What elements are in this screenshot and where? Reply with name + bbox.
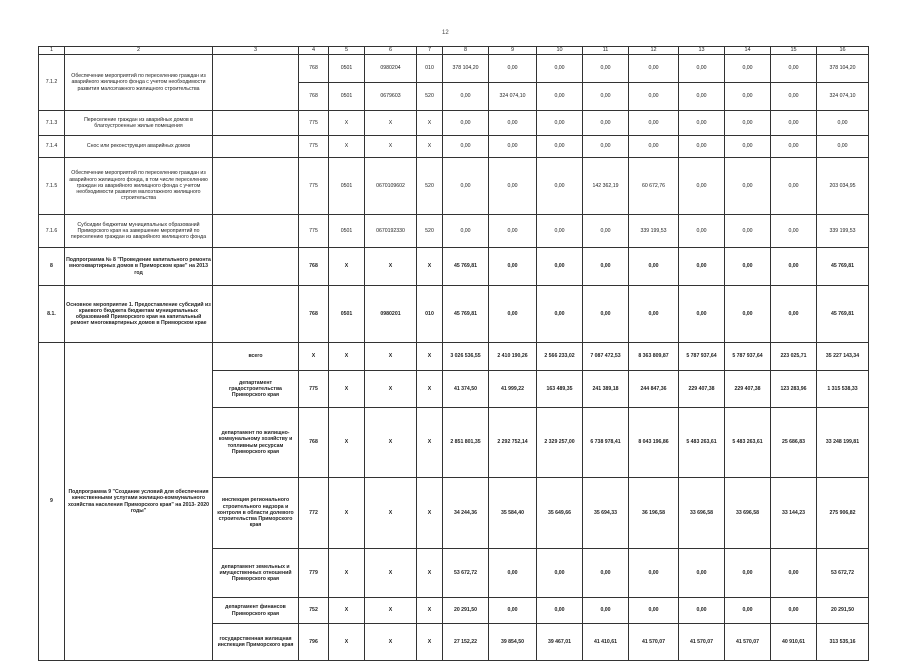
table-cell: 768 (299, 408, 329, 478)
table-cell: 0,00 (537, 549, 583, 598)
table-cell: 0,00 (489, 158, 537, 215)
executor-cell: департамент по жилищно-коммунальному хозяйству и топливным ресурсам Приморского края (213, 408, 299, 478)
table-cell: 5 787 937,64 (725, 343, 771, 371)
table-cell: X (365, 111, 417, 136)
table-cell: 36 196,58 (629, 478, 679, 549)
table-cell: 0,00 (725, 549, 771, 598)
executor-cell: всего (213, 343, 299, 371)
row-number: 7.1.2 (39, 55, 65, 111)
table-cell: 2 292 752,14 (489, 408, 537, 478)
table-cell: 0,00 (771, 215, 817, 248)
table-cell: 34 244,36 (443, 478, 489, 549)
table-cell: X (329, 478, 365, 549)
page-number: 12 (442, 30, 449, 36)
table-cell: 0,00 (725, 158, 771, 215)
table-row (39, 215, 869, 248)
executor-cell: департамент градостроительства Приморского края (213, 371, 299, 408)
header-cell: 8 (443, 47, 489, 55)
table-cell: 0,00 (443, 111, 489, 136)
table-cell: 0,00 (679, 111, 725, 136)
header-cell: 4 (299, 47, 329, 55)
table-cell: 0,00 (583, 83, 629, 111)
executor-cell (213, 215, 299, 248)
table-cell: 0,00 (679, 83, 725, 111)
table-cell: 0,00 (537, 83, 583, 111)
header-cell: 11 (583, 47, 629, 55)
table-cell: X (417, 371, 443, 408)
table-cell: 768 (299, 83, 329, 111)
row-description: Снос или реконструкция аварийных домов (65, 136, 213, 158)
row-number: 8 (39, 248, 65, 286)
table-cell: 768 (299, 248, 329, 286)
table-cell: 0,00 (537, 111, 583, 136)
table-cell: 0,00 (629, 55, 679, 83)
table-cell: 2 851 801,35 (443, 408, 489, 478)
table-cell: 45 769,81 (443, 248, 489, 286)
table-cell: 0501 (329, 286, 365, 343)
table-cell: 7 087 472,53 (583, 343, 629, 371)
table-cell: 41 570,07 (725, 624, 771, 661)
table-cell: 768 (299, 55, 329, 83)
table-cell: 0,00 (679, 248, 725, 286)
table-cell: 0,00 (629, 83, 679, 111)
table-cell: 0,00 (771, 549, 817, 598)
table-cell: X (417, 598, 443, 624)
table-row (39, 286, 869, 343)
table-cell: 3 026 536,55 (443, 343, 489, 371)
table-cell: 775 (299, 136, 329, 158)
header-cell: 5 (329, 47, 365, 55)
table-cell: 0,00 (771, 286, 817, 343)
table-cell: X (365, 624, 417, 661)
table-cell: 2 410 190,26 (489, 343, 537, 371)
table-cell: 0,00 (771, 158, 817, 215)
table-cell: 0,00 (679, 549, 725, 598)
table-cell: X (417, 111, 443, 136)
table-cell: 1 315 538,33 (817, 371, 869, 408)
table-cell: 203 034,95 (817, 158, 869, 215)
table-row (39, 343, 869, 371)
table-cell: 775 (299, 158, 329, 215)
table-cell: X (329, 598, 365, 624)
table-cell: 40 910,61 (771, 624, 817, 661)
executor-cell (213, 111, 299, 136)
table-cell: 0,00 (679, 158, 725, 215)
table-cell: X (365, 371, 417, 408)
table-cell: 229 407,38 (725, 371, 771, 408)
table-cell: 0,00 (443, 136, 489, 158)
row-description: Подпрограмма 9 "Создание условий для обеспечения качественными услугами жилищно-коммунального хозяйства населения Приморского края" на 2013- 2020 годы" (65, 343, 213, 661)
table-cell: 8 363 809,87 (629, 343, 679, 371)
executor-cell (213, 248, 299, 286)
row-number: 8.1. (39, 286, 65, 343)
table-cell: 0,00 (537, 286, 583, 343)
table-cell: 775 (299, 111, 329, 136)
table-cell: 0,00 (583, 136, 629, 158)
row-description: Переселение граждан из аварийных домов в благоустроенные жилые помещения (65, 111, 213, 136)
table-cell: 796 (299, 624, 329, 661)
table-cell: 0980204 (365, 55, 417, 83)
header-cell: 10 (537, 47, 583, 55)
table-cell: 20 291,50 (817, 598, 869, 624)
table-cell: X (329, 371, 365, 408)
table-cell: 41 570,07 (629, 624, 679, 661)
table-cell: 0,00 (537, 136, 583, 158)
table-cell: X (417, 478, 443, 549)
table-row (39, 158, 869, 215)
executor-cell: департамент земельных и имущественных отношений Приморского края (213, 549, 299, 598)
table-cell: 010 (417, 55, 443, 83)
table-cell: 0,00 (725, 248, 771, 286)
row-number: 7.1.4 (39, 136, 65, 158)
table-cell: 0,00 (537, 598, 583, 624)
table-cell: 0,00 (771, 136, 817, 158)
table-cell: X (365, 478, 417, 549)
table-cell: 25 686,83 (771, 408, 817, 478)
table-cell: 0679603 (365, 83, 417, 111)
table-cell: 241 389,18 (583, 371, 629, 408)
table-cell: 0,00 (771, 248, 817, 286)
table-cell: 0,00 (583, 286, 629, 343)
table-cell: 39 467,01 (537, 624, 583, 661)
table-cell: 35 584,40 (489, 478, 537, 549)
table-cell: 275 906,82 (817, 478, 869, 549)
table-cell: 33 696,58 (725, 478, 771, 549)
header-cell: 15 (771, 47, 817, 55)
row-number: 7.1.6 (39, 215, 65, 248)
header-cell: 13 (679, 47, 725, 55)
table-cell: 163 489,35 (537, 371, 583, 408)
table-cell: X (329, 624, 365, 661)
table-cell: 53 672,72 (817, 549, 869, 598)
row-description: Обеспечение мероприятий по переселению граждан из аварийного жилищного фонда с учетом необходимости развития малоэтажного жилищного строительства (65, 55, 213, 111)
table-cell: 0,00 (537, 248, 583, 286)
table-cell: 0,00 (583, 111, 629, 136)
table-cell: 0670109602 (365, 158, 417, 215)
table-cell: 0,00 (489, 549, 537, 598)
table-cell: 5 787 937,64 (679, 343, 725, 371)
row-description: Основное мероприятие 1. Предоставление субсидий из краевого бюджета бюджетам муниципальных образований Приморского края на капитальный ремонт многоквартирных домов в Приморском крае (65, 286, 213, 343)
table-cell: 779 (299, 549, 329, 598)
table-cell: X (329, 549, 365, 598)
table-cell: 20 291,50 (443, 598, 489, 624)
table-cell: 0,00 (725, 598, 771, 624)
table-cell: 0,00 (679, 215, 725, 248)
header-cell: 7 (417, 47, 443, 55)
table-cell: X (417, 343, 443, 371)
table-cell: 41 410,61 (583, 624, 629, 661)
table-cell: 0,00 (443, 215, 489, 248)
table-cell: 0,00 (725, 136, 771, 158)
header-cell: 6 (365, 47, 417, 55)
table-cell: 0,00 (725, 286, 771, 343)
table-cell: 0,00 (583, 55, 629, 83)
table-cell: 0,00 (725, 55, 771, 83)
table-cell: X (329, 343, 365, 371)
row-description: Субсидии бюджетам муниципальных образований Приморского края на завершение мероприятий по переселению граждан из аварийного жилищного фонда (65, 215, 213, 248)
table-cell: 0,00 (771, 55, 817, 83)
table-cell: 0,00 (489, 215, 537, 248)
table-cell: 0,00 (629, 111, 679, 136)
table-cell: X (329, 248, 365, 286)
table-cell: 0,00 (489, 598, 537, 624)
header-cell: 2 (65, 47, 213, 55)
table-cell: 0670192330 (365, 215, 417, 248)
table-cell: 41 570,07 (679, 624, 725, 661)
table-body (39, 47, 869, 661)
table-cell: X (417, 408, 443, 478)
table-cell: 35 227 143,34 (817, 343, 869, 371)
table-cell: 0501 (329, 83, 365, 111)
table-cell: 6 738 978,41 (583, 408, 629, 478)
table-cell: 0,00 (583, 549, 629, 598)
table-cell: 5 483 263,61 (679, 408, 725, 478)
table-cell: 520 (417, 83, 443, 111)
table-cell: 378 104,20 (443, 55, 489, 83)
table-cell: 2 329 257,00 (537, 408, 583, 478)
table-cell: 0,00 (489, 136, 537, 158)
table-cell: 010 (417, 286, 443, 343)
table-cell: 0,00 (583, 248, 629, 286)
executor-cell (213, 55, 299, 111)
row-description: Подпрограмма № 8 "Проведение капитального ремонта многоквартирных домов в Приморском крае" на 2013 год (65, 248, 213, 286)
executor-cell: департамент финансов Приморского края (213, 598, 299, 624)
table-cell: 223 025,71 (771, 343, 817, 371)
row-number: 9 (39, 343, 65, 661)
table-cell: 0,00 (817, 111, 869, 136)
table-cell: 0980201 (365, 286, 417, 343)
table-cell: 0,00 (537, 158, 583, 215)
table-cell: 0,00 (489, 286, 537, 343)
table-cell: 339 199,53 (817, 215, 869, 248)
header-cell: 3 (213, 47, 299, 55)
table-cell: 27 152,22 (443, 624, 489, 661)
table-cell: 244 847,36 (629, 371, 679, 408)
table-cell: X (417, 549, 443, 598)
table-cell: 775 (299, 371, 329, 408)
header-cell: 12 (629, 47, 679, 55)
table-cell: 0,00 (629, 136, 679, 158)
table-cell: 0,00 (489, 55, 537, 83)
table-cell: X (365, 549, 417, 598)
table-cell: 0501 (329, 158, 365, 215)
table-cell: 520 (417, 215, 443, 248)
table-cell: 775 (299, 215, 329, 248)
executor-cell (213, 158, 299, 215)
table-cell: 60 672,76 (629, 158, 679, 215)
table-cell: 0,00 (583, 215, 629, 248)
table-cell: 0501 (329, 55, 365, 83)
table-cell: 378 104,20 (817, 55, 869, 83)
table-cell: 0,00 (629, 598, 679, 624)
table-cell: 35 649,66 (537, 478, 583, 549)
table-cell: 8 043 196,86 (629, 408, 679, 478)
table-row (39, 111, 869, 136)
table-cell: X (417, 624, 443, 661)
table-cell: 229 407,38 (679, 371, 725, 408)
table-cell: 39 854,50 (489, 624, 537, 661)
table-cell: 53 672,72 (443, 549, 489, 598)
table-cell: X (417, 248, 443, 286)
table-cell: 0,00 (679, 598, 725, 624)
table-cell: 324 074,10 (817, 83, 869, 111)
table-cell: 0,00 (679, 286, 725, 343)
table-cell: 33 248 199,81 (817, 408, 869, 478)
table-cell: 142 362,19 (583, 158, 629, 215)
table-cell: X (365, 598, 417, 624)
table-cell: 5 483 263,61 (725, 408, 771, 478)
table-cell: 0,00 (725, 215, 771, 248)
table-cell: 0501 (329, 215, 365, 248)
table-cell: 768 (299, 286, 329, 343)
table-cell: X (299, 343, 329, 371)
table-cell: 324 074,10 (489, 83, 537, 111)
table-row (39, 47, 869, 55)
table-cell: 0,00 (771, 111, 817, 136)
table-cell: 0,00 (537, 55, 583, 83)
table-row (39, 248, 869, 286)
table-cell: 45 769,81 (817, 286, 869, 343)
table-cell: 33 696,58 (679, 478, 725, 549)
table-cell: 339 199,53 (629, 215, 679, 248)
table-cell: X (329, 408, 365, 478)
table-cell: 0,00 (771, 598, 817, 624)
table-cell: 0,00 (817, 136, 869, 158)
executor-cell: государственная жилищная инспекция Приморского края (213, 624, 299, 661)
table-cell: 45 769,81 (443, 286, 489, 343)
row-number: 7.1.5 (39, 158, 65, 215)
budget-table (38, 46, 869, 661)
table-cell: 41 999,22 (489, 371, 537, 408)
table-cell: 752 (299, 598, 329, 624)
table-cell: 0,00 (725, 83, 771, 111)
executor-cell (213, 136, 299, 158)
table-cell: X (365, 136, 417, 158)
table-cell: 0,00 (583, 598, 629, 624)
table-cell: 520 (417, 158, 443, 215)
table-cell: 2 566 233,02 (537, 343, 583, 371)
table-cell: 0,00 (629, 286, 679, 343)
table-cell: 35 694,33 (583, 478, 629, 549)
header-cell: 1 (39, 47, 65, 55)
table-cell: 0,00 (725, 111, 771, 136)
header-cell: 16 (817, 47, 869, 55)
table-cell: 772 (299, 478, 329, 549)
table-cell: 45 769,81 (817, 248, 869, 286)
table-cell: 0,00 (537, 215, 583, 248)
table-cell: X (329, 111, 365, 136)
row-description: Обеспечение мероприятий по переселению граждан из аварийного жилищного фонда, в том числе переселению граждан из аварийного жилищного фонда с учетом необходимости развития малоэтажного жилищного строительства (65, 158, 213, 215)
table-cell: 0,00 (489, 111, 537, 136)
table-cell: 33 144,23 (771, 478, 817, 549)
header-cell: 9 (489, 47, 537, 55)
table-cell: 0,00 (771, 83, 817, 111)
table-cell: X (365, 408, 417, 478)
table-cell: 0,00 (489, 248, 537, 286)
table-cell: 313 535,16 (817, 624, 869, 661)
table-cell: 0,00 (679, 136, 725, 158)
table-cell: 0,00 (629, 549, 679, 598)
table-cell: 41 374,50 (443, 371, 489, 408)
table-cell: X (329, 136, 365, 158)
table-cell: 0,00 (443, 83, 489, 111)
executor-cell: инспекция регионального строительного надзора и контроля в области долевого строительства Приморского края (213, 478, 299, 549)
table-cell: 0,00 (679, 55, 725, 83)
table-cell: X (365, 248, 417, 286)
row-number: 7.1.3 (39, 111, 65, 136)
table-cell: X (417, 136, 443, 158)
executor-cell (213, 286, 299, 343)
table-row (39, 55, 869, 83)
table-cell: 0,00 (443, 158, 489, 215)
header-cell: 14 (725, 47, 771, 55)
table-cell: 123 283,96 (771, 371, 817, 408)
table-cell: 0,00 (629, 248, 679, 286)
table-row (39, 136, 869, 158)
table-cell: X (365, 343, 417, 371)
